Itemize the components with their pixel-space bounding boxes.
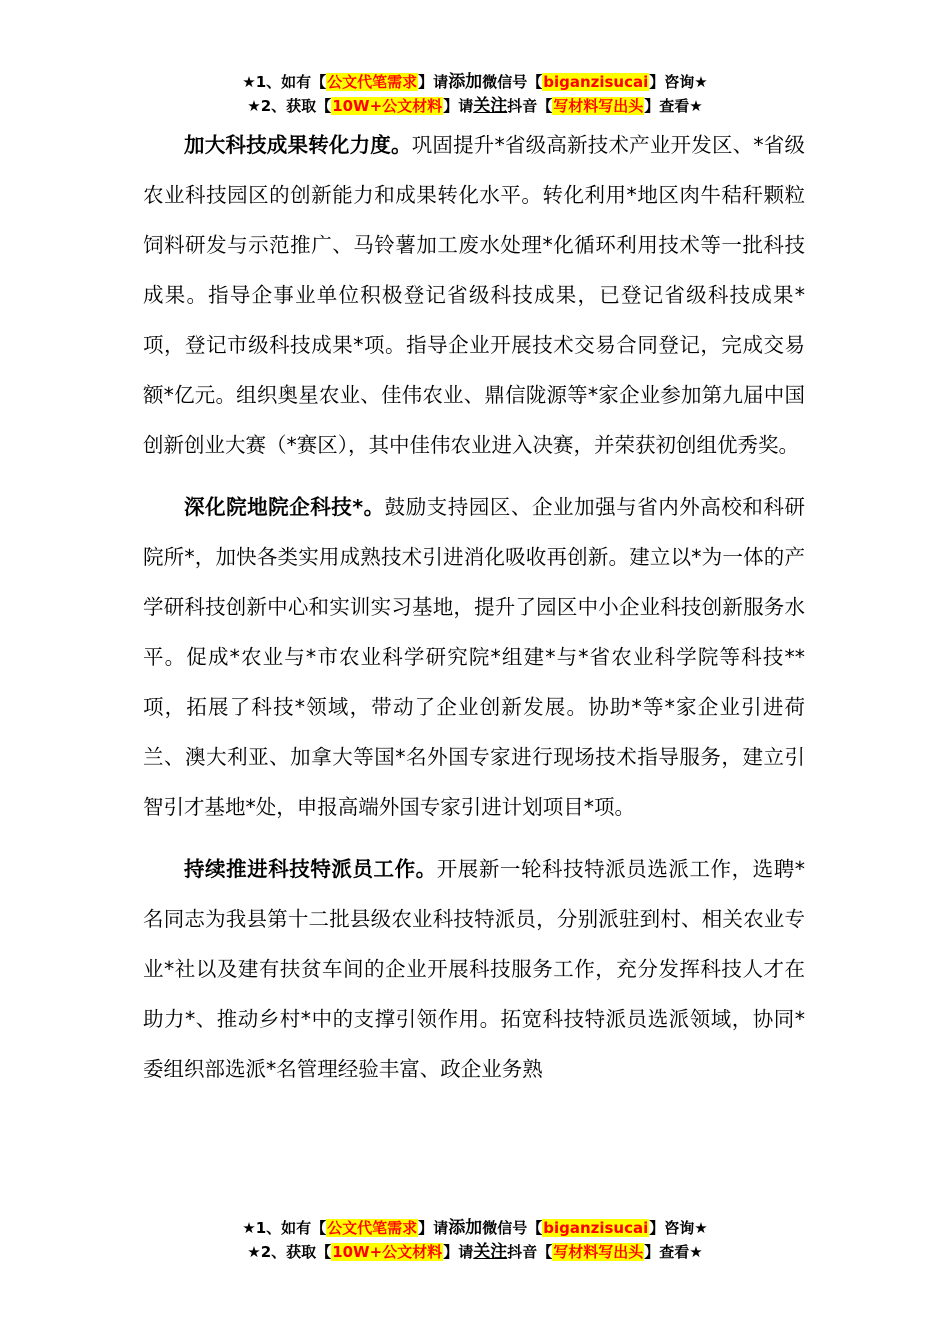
- promo-highlight: 公文代笔需求: [327, 1219, 418, 1237]
- paragraph-text: 开展新一轮科技特派员选派工作，选聘*名同志为我县第十二批县级农业科技特派员，分别派驻到村、相关农业专业*社以及建有扶贫车间的企业开展科技服务工作，充分发挥科技人才在助力*、推动乡村*中的支撑引领作用。拓宽科技特派员选派领域，协同*委组织部选派*名管理经验丰富、政企业务熟: [143, 857, 806, 1081]
- paragraph-text: 鼓励支持园区、企业加强与省内外高校和科研院所*，加快各类实用成熟技术引进消化吸收再创新。建立以*为一体的产学研科技创新中心和实训实习基地，提升了园区中小企业科技创新服务水平。促成*农业与*市农业科学研究院*组建*与*省农业科学院等科技**项，拓展了科技*领域，带动了企业创新发展。协助*等*家企业引进荷兰、澳大利亚、加拿大等国*名外国专家进行现场技术指导服务，建立引智引才基地*处，申报高端外国专家引进计划项目*项。: [143, 495, 805, 819]
- promo-highlight: 10W+公文材料: [332, 1243, 443, 1261]
- paragraph-heading: 加大科技成果转化力度。: [184, 133, 412, 157]
- promo-text: 】请: [418, 1219, 449, 1237]
- paragraph: [143, 844, 805, 1094]
- promo-line-2: [0, 94, 950, 118]
- douyin-account: 写材料写出头: [553, 97, 644, 115]
- paragraph: [143, 482, 805, 832]
- paragraph-text: 巩固提升*省级高新技术产业开发区、*省级农业科技园区的创新能力和成果转化水平。转化利用*地区肉牛秸秆颗粒饲料研发与示范推广、马铃薯加工废水处理*化循环利用技术等一批科技成果。指导企事业单位积极登记省级科技成果，已登记省级科技成果*项，登记市级科技成果*项。指导企业开展技术交易合同登记，完成交易额*亿元。组织奥星农业、佳伟农业、鼎信陇源等*家企业参加第九届中国创新创业大赛（*赛区），其中佳伟农业进入决赛，并荣获初创组优秀奖。: [143, 133, 806, 457]
- promo-text: ★1、如有【: [242, 73, 327, 91]
- promo-line-2: [0, 1240, 950, 1264]
- promo-text: 抖音【: [507, 1243, 553, 1261]
- paragraph: [143, 120, 805, 470]
- document-body: [143, 120, 805, 1106]
- promo-text: 关注: [473, 96, 508, 116]
- promo-text: 】请: [443, 97, 474, 115]
- promo-text: 】咨询★: [649, 1219, 708, 1237]
- paragraph-heading: 深化院地院企科技*。: [184, 495, 385, 519]
- paragraph-heading: 持续推进科技特派员工作。: [184, 857, 437, 881]
- promo-highlight: 10W+公文材料: [332, 97, 443, 115]
- promo-text: 】咨询★: [649, 73, 708, 91]
- promo-text: 】请: [418, 73, 449, 91]
- promo-text: 】请: [443, 1243, 474, 1261]
- promo-text: 抖音【: [507, 97, 553, 115]
- promo-text: ★2、获取【: [247, 97, 332, 115]
- promo-highlight: 公文代笔需求: [327, 73, 418, 91]
- promo-text: 添加: [448, 1218, 483, 1238]
- promo-text: 】查看★: [644, 97, 703, 115]
- promo-text: ★1、如有【: [242, 1219, 327, 1237]
- promo-text: 微信号【: [482, 1219, 543, 1237]
- promo-text: 关注: [473, 1242, 508, 1262]
- promo-text: 】查看★: [644, 1243, 703, 1261]
- promo-text: 微信号【: [482, 73, 543, 91]
- top-promo-banner: [0, 70, 950, 118]
- douyin-account: 写材料写出头: [553, 1243, 644, 1261]
- bottom-promo-banner: [0, 1216, 950, 1264]
- promo-text: 添加: [448, 72, 483, 92]
- promo-text: ★2、获取【: [247, 1243, 332, 1261]
- promo-line-1: [0, 70, 950, 94]
- wechat-id: biganzisucai: [543, 73, 649, 91]
- wechat-id: biganzisucai: [543, 1219, 649, 1237]
- promo-line-1: [0, 1216, 950, 1240]
